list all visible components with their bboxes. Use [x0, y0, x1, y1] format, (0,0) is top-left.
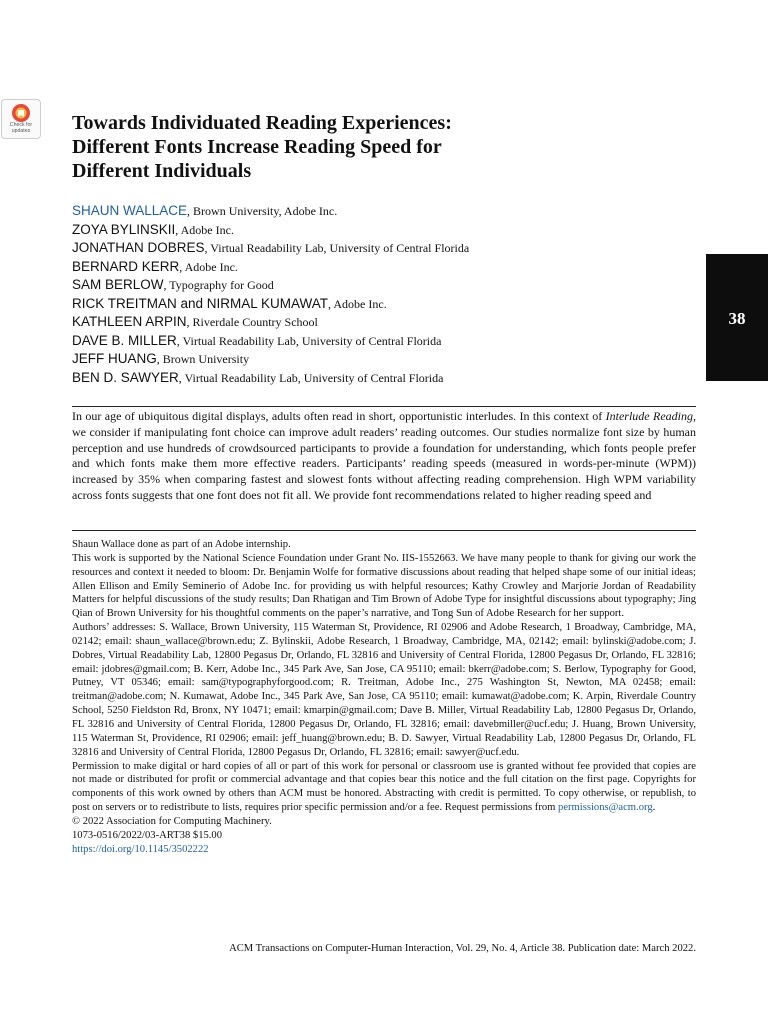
author-entry — [72, 313, 692, 332]
author-name-link[interactable]: SHAUN WALLACE — [72, 203, 188, 218]
permission-text: Permission to make digital or hard copies of all or part of this work for personal or classroom use is granted without fee provided that copies are not made or distributed for profit or commercial advantage and that copies bear this notice and the full citation on the first page. Copyrights for components of this work owned by others than ACM must be honored. Abstracting with credit is permitted. To copy otherwise, or republish, to post on servers or to redistribute to lists, requires prior specific permission and/or a fee. Request permissions from — [72, 760, 696, 814]
title-line: Towards Individuated Reading Experiences: — [72, 112, 452, 134]
author-affiliation: , Virtual Readability Lab, University of Central Florida — [176, 333, 442, 348]
author-entry — [72, 221, 692, 240]
author-affiliation: , Virtual Readability Lab, University of Central Florida — [178, 370, 444, 385]
author-affiliation: , Typography for Good — [163, 278, 274, 292]
author-name: JONATHAN DOBRES — [72, 240, 205, 255]
abstract-bottom-rule — [72, 530, 696, 531]
permission-notice — [72, 760, 696, 815]
abstract-text: , we consider if manipulating font choice can improve adult readers’ reading outcomes. Our studies normalize font size by human perception and use hundreds of crowdsourced participants to provide a foundation for understanding, which fonts people prefer and which fonts make them more effective readers. Participants’ reading speeds (measured in words-per-minute (WPM)) increased by 35% when comparing fastest and slowest fonts without affecting reading comprehension. High WPM variability across fonts suggests that one font does not fit all. We provide font recommendations related to higher reading speed and — [72, 409, 696, 502]
abstract-emphasis: Interlude Reading — [605, 409, 693, 423]
check-for-updates-icon — [11, 103, 31, 123]
abstract-text: In our age of ubiquitous digital displays, adults often read in short, opportunistic interludes. In this context of — [72, 409, 606, 423]
author-name: DAVE B. MILLER — [72, 332, 177, 348]
author-affiliation: , Adobe Inc. — [328, 296, 387, 311]
author-entry — [72, 202, 692, 221]
author-name: KATHLEEN ARPIN — [72, 314, 187, 329]
author-name: JEFF HUANG — [72, 351, 157, 366]
author-entry — [72, 350, 692, 369]
issn-line: 1073-0516/2022/03-ART38 $15.00 — [72, 829, 223, 841]
author-entry — [72, 239, 692, 258]
author-affiliation: , Riverdale Country School — [186, 315, 318, 329]
permissions-email-link[interactable]: permissions@acm.org — [558, 802, 653, 814]
journal-footer: ACM Transactions on Computer-Human Interaction, Vol. 29, No. 4, Article 38. Publication date: March 2022. — [229, 943, 696, 954]
author-list — [72, 202, 692, 387]
title-line: Different Individuals — [72, 160, 252, 182]
doi-line — [72, 843, 696, 857]
author-affiliation: , Virtual Readability Lab, University of Central Florida — [204, 241, 470, 255]
author-entry — [72, 276, 692, 295]
article-number: 38 — [728, 309, 746, 328]
permission-end: . — [652, 802, 656, 814]
badge-label-2: updates — [11, 127, 31, 134]
article-number-tab — [706, 254, 768, 381]
abstract-top-rule — [72, 406, 696, 407]
author-addresses: Authors’ addresses: S. Wallace, Brown University, 115 Waterman St, Providence, RI 02906 and Adobe Research, 1 Broadway, Cambridge, MA, 02142; email: shaun_wallace@brown.edu; Z. Bylinskii, Adobe Research, 1 Broadway, Cambridge, MA, 02142; email: bylinski@adobe.com; J. Dobres, Virtual Readability Lab, 12800 Pegasus Dr, Orlando, FL 32816 and University of Central Florida, 12800 Pegasus Dr, Orlando, FL 32816; email: jdobres@gmail.com; B. Kerr, Adobe Inc., 345 Park Ave, San Jose, CA 95110; email: bkerr@adobe.com; S. Berlow, Typography for Good, Putney, VT 05346; email: sam@typographyforgood.com; R. Treitman, Adobe Inc., 275 Washington St, Newton, MA 02458; email: treitman@adobe.com; N. Kumawat, Adobe Inc., 345 Park Ave, San Jose, CA 95110; email: kumawat@adobe.com; K. Arpin, Riverdale Country School, 5250 Fieldston Rd, Bronx, NY 10471; email: kmarpin@gmail.com; Dave B. Miller, Virtual Readability Lab, 12800 Pegasus Dr, Orlando, FL 32816 and University of Central Florida, 12800 Pegasus Dr, Orlando, FL 32816; email: davebmiller@ucf.edu; J. Huang, Brown University, 115 Waterman St, Providence, RI 02906; email: jeff_huang@brown.edu; B. D. Sawyer, Virtual Readability Lab, 12800 Pegasus Dr, Orlando, FL 32816 and University of Central Florida, 12800 Pegasus Dr, Orlando, FL 32816; email: sawyer@ucf.edu. — [72, 622, 696, 758]
author-name: RICK TREITMAN and NIRMAL KUMAWAT — [72, 295, 329, 311]
author-affiliation: , Brown University, Adobe Inc. — [187, 204, 338, 218]
copyright-line: © 2022 Association for Computing Machinery. — [72, 815, 272, 827]
author-affiliation: , Adobe Inc. — [175, 222, 234, 237]
funding-acknowledgment: This work is supported by the National Science Foundation under Grant No. IIS-1552663. We have many people to thank for giving our work the resources and context it needed to bloom: Dr. Benjamin Wolfe for formative discussions about reading that helped shape some of our initial ideas; Allen Ellison and Emily Seminerio of Adobe Inc. for providing us with helpful resources; Kathy Crowley and Marjorie Jordan of Readability Matters for helpful discussions of the study results; Dan Rhatigan and Tim Brown of Adobe Type for insightful discussions about typography; Jing Qian of Brown University for his thoughtful comments on the paper’s narrative, and Tong Sun of Adobe Research for her support. — [72, 552, 696, 620]
badge-label-1: Check for — [9, 122, 33, 128]
author-entry — [72, 332, 692, 351]
author-name: ZOYA BYLINSKII — [72, 221, 176, 237]
author-affiliation: , Brown University — [156, 352, 250, 366]
paper-title — [72, 111, 612, 183]
author-entry — [72, 295, 692, 314]
author-name: BERNARD KERR — [72, 258, 180, 274]
title-line: Different Fonts Increase Reading Speed for — [72, 136, 442, 158]
doi-link[interactable]: https://doi.org/10.1145/3502222 — [72, 843, 209, 855]
author-name: BEN D. SAWYER — [72, 369, 179, 385]
check-for-updates-badge[interactable] — [1, 99, 41, 139]
author-entry — [72, 258, 692, 277]
author-entry — [72, 369, 692, 388]
abstract — [72, 409, 696, 519]
author-affiliation: , Adobe Inc. — [179, 259, 238, 274]
internship-note: Shaun Wallace done as part of an Adobe internship. — [72, 539, 291, 550]
author-name: SAM BERLOW — [72, 277, 164, 292]
front-matter-notes — [72, 538, 696, 856]
